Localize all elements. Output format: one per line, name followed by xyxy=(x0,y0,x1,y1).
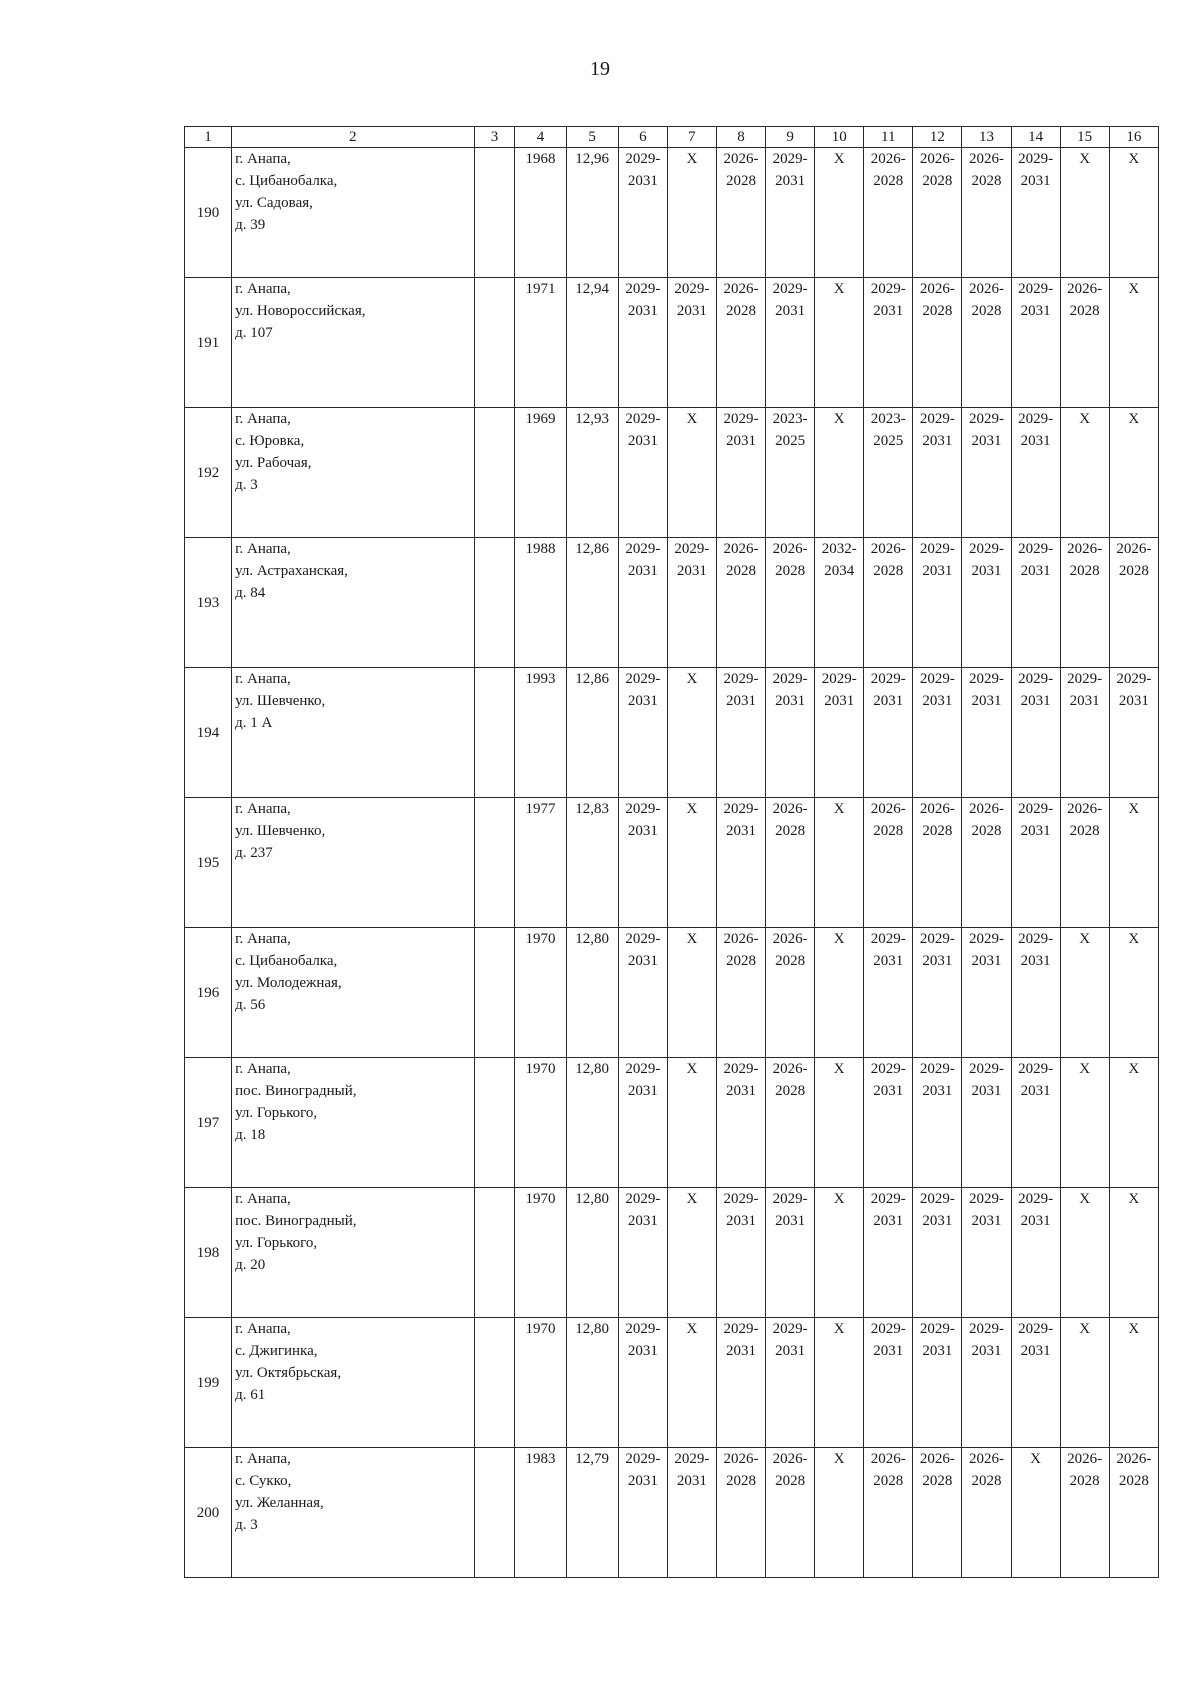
address-cell xyxy=(232,1448,474,1578)
address-line: пос. Виноградный, xyxy=(235,1083,357,1099)
period-cell-col-12: 2029- 2031 xyxy=(913,538,962,668)
year-cell: 1977 xyxy=(515,798,566,928)
period-cell-col-12: 2029- 2031 xyxy=(913,1058,962,1188)
period-cell-col-12: 2029- 2031 xyxy=(913,1188,962,1318)
address-line: д. 3 xyxy=(235,477,258,493)
address-cell xyxy=(232,1188,474,1318)
period-cell-col-9: 2026- 2028 xyxy=(766,538,815,668)
period-cell-col-8: 2026- 2028 xyxy=(716,1448,765,1578)
period-cell-col-8: 2026- 2028 xyxy=(716,148,765,278)
address-cell xyxy=(232,668,474,798)
address-line: пос. Виноградный, xyxy=(235,1213,357,1229)
address-line: с. Джигинка, xyxy=(235,1343,318,1359)
period-cell-col-11: 2029- 2031 xyxy=(864,1058,913,1188)
value-cell: 12,96 xyxy=(566,148,618,278)
table-row xyxy=(185,278,1159,408)
period-cell-col-11: 2026- 2028 xyxy=(864,538,913,668)
period-cell-col-11: 2029- 2031 xyxy=(864,278,913,408)
address-line: д. 39 xyxy=(235,217,266,233)
table-row xyxy=(185,1318,1159,1448)
period-cell-col-6: 2029- 2031 xyxy=(618,408,667,538)
period-cell-col-10: X xyxy=(815,278,864,408)
period-cell-col-16: X xyxy=(1109,928,1158,1058)
column-3-cell xyxy=(474,1448,515,1578)
address-line: д. 107 xyxy=(235,325,273,341)
period-cell-col-12: 2026- 2028 xyxy=(913,148,962,278)
address-line: д. 3 xyxy=(235,1517,258,1533)
page-number: 19 xyxy=(590,58,610,80)
period-cell-col-13: 2026- 2028 xyxy=(962,1448,1011,1578)
period-cell-col-6: 2029- 2031 xyxy=(618,148,667,278)
table-row xyxy=(185,928,1159,1058)
period-cell-col-6: 2029- 2031 xyxy=(618,668,667,798)
column-3-cell xyxy=(474,148,515,278)
period-cell-col-16: X xyxy=(1109,148,1158,278)
column-header-4: 4 xyxy=(515,127,566,148)
period-cell-col-13: 2029- 2031 xyxy=(962,1058,1011,1188)
period-cell-col-8: 2026- 2028 xyxy=(716,278,765,408)
period-cell-col-6: 2029- 2031 xyxy=(618,928,667,1058)
period-cell-col-14: 2029- 2031 xyxy=(1011,1058,1060,1188)
column-header-14: 14 xyxy=(1011,127,1060,148)
period-cell-col-15: 2026- 2028 xyxy=(1060,1448,1109,1578)
table-row xyxy=(185,1448,1159,1578)
address-line: г. Анапа, xyxy=(235,1321,291,1337)
period-cell-col-13: 2029- 2031 xyxy=(962,1318,1011,1448)
period-cell-col-10: X xyxy=(815,1318,864,1448)
address-line: ул. Октябрьская, xyxy=(235,1365,342,1381)
period-cell-col-14: 2029- 2031 xyxy=(1011,538,1060,668)
address-line: г. Анапа, xyxy=(235,1191,291,1207)
value-cell: 12,80 xyxy=(566,1188,618,1318)
period-cell-col-15: X xyxy=(1060,408,1109,538)
period-cell-col-14: 2029- 2031 xyxy=(1011,668,1060,798)
period-cell-col-11: 2026- 2028 xyxy=(864,798,913,928)
period-cell-col-6: 2029- 2031 xyxy=(618,1448,667,1578)
housing-repair-schedule-table xyxy=(184,126,1159,1578)
period-cell-col-7: 2029- 2031 xyxy=(667,278,716,408)
row-number: 200 xyxy=(185,1448,232,1578)
period-cell-col-7: X xyxy=(667,1058,716,1188)
period-cell-col-9: 2026- 2028 xyxy=(766,928,815,1058)
period-cell-col-9: 2029- 2031 xyxy=(766,668,815,798)
address-line: д. 18 xyxy=(235,1127,266,1143)
address-line: г. Анапа, xyxy=(235,671,291,687)
column-header-3: 3 xyxy=(474,127,515,148)
column-header-11: 11 xyxy=(864,127,913,148)
period-cell-col-15: 2026- 2028 xyxy=(1060,538,1109,668)
period-cell-col-11: 2026- 2028 xyxy=(864,1448,913,1578)
address-cell xyxy=(232,1058,474,1188)
period-cell-col-9: 2029- 2031 xyxy=(766,148,815,278)
period-cell-col-11: 2029- 2031 xyxy=(864,1188,913,1318)
year-cell: 1968 xyxy=(515,148,566,278)
period-cell-col-6: 2029- 2031 xyxy=(618,1188,667,1318)
column-header-9: 9 xyxy=(766,127,815,148)
address-line: г. Анапа, xyxy=(235,281,291,297)
column-header-8: 8 xyxy=(716,127,765,148)
period-cell-col-15: X xyxy=(1060,1188,1109,1318)
period-cell-col-13: 2029- 2031 xyxy=(962,408,1011,538)
period-cell-col-11: 2023- 2025 xyxy=(864,408,913,538)
period-cell-col-10: X xyxy=(815,408,864,538)
period-cell-col-8: 2029- 2031 xyxy=(716,798,765,928)
row-number: 197 xyxy=(185,1058,232,1188)
period-cell-col-7: 2029- 2031 xyxy=(667,538,716,668)
year-cell: 1970 xyxy=(515,1318,566,1448)
column-3-cell xyxy=(474,668,515,798)
address-line: ул. Шевченко, xyxy=(235,693,326,709)
table-row xyxy=(185,538,1159,668)
address-line: ул. Горького, xyxy=(235,1235,318,1251)
row-number: 194 xyxy=(185,668,232,798)
period-cell-col-7: X xyxy=(667,408,716,538)
period-cell-col-12: 2029- 2031 xyxy=(913,1318,962,1448)
column-header-16: 16 xyxy=(1109,127,1158,148)
column-number-row xyxy=(185,127,1159,148)
table-row xyxy=(185,1058,1159,1188)
column-header-6: 6 xyxy=(618,127,667,148)
period-cell-col-11: 2029- 2031 xyxy=(864,928,913,1058)
period-cell-col-16: X xyxy=(1109,278,1158,408)
period-cell-col-6: 2029- 2031 xyxy=(618,278,667,408)
period-cell-col-10: 2032- 2034 xyxy=(815,538,864,668)
address-line: г. Анапа, xyxy=(235,931,291,947)
table-row xyxy=(185,148,1159,278)
period-cell-col-7: X xyxy=(667,1318,716,1448)
period-cell-col-13: 2029- 2031 xyxy=(962,538,1011,668)
period-cell-col-8: 2029- 2031 xyxy=(716,1318,765,1448)
period-cell-col-12: 2026- 2028 xyxy=(913,1448,962,1578)
period-cell-col-12: 2029- 2031 xyxy=(913,408,962,538)
address-line: ул. Астраханская, xyxy=(235,563,348,579)
address-line: д. 20 xyxy=(235,1257,266,1273)
value-cell: 12,86 xyxy=(566,538,618,668)
period-cell-col-9: 2029- 2031 xyxy=(766,1318,815,1448)
period-cell-col-14: 2029- 2031 xyxy=(1011,408,1060,538)
column-header-15: 15 xyxy=(1060,127,1109,148)
value-cell: 12,86 xyxy=(566,668,618,798)
period-cell-col-11: 2026- 2028 xyxy=(864,148,913,278)
period-cell-col-15: 2026- 2028 xyxy=(1060,278,1109,408)
period-cell-col-8: 2026- 2028 xyxy=(716,538,765,668)
period-cell-col-14: X xyxy=(1011,1448,1060,1578)
period-cell-col-13: 2029- 2031 xyxy=(962,668,1011,798)
year-cell: 1970 xyxy=(515,1058,566,1188)
address-cell xyxy=(232,538,474,668)
period-cell-col-15: 2029- 2031 xyxy=(1060,668,1109,798)
period-cell-col-16: X xyxy=(1109,408,1158,538)
row-number: 191 xyxy=(185,278,232,408)
period-cell-col-9: 2026- 2028 xyxy=(766,1448,815,1578)
row-number: 193 xyxy=(185,538,232,668)
column-header-10: 10 xyxy=(815,127,864,148)
column-3-cell xyxy=(474,798,515,928)
address-line: ул. Желанная, xyxy=(235,1495,324,1511)
address-line: с. Юровка, xyxy=(235,433,305,449)
address-line: ул. Садовая, xyxy=(235,195,313,211)
row-number: 190 xyxy=(185,148,232,278)
column-3-cell xyxy=(474,1188,515,1318)
address-cell xyxy=(232,408,474,538)
period-cell-col-8: 2029- 2031 xyxy=(716,1188,765,1318)
address-line: с. Сукко, xyxy=(235,1473,292,1489)
table-row xyxy=(185,408,1159,538)
period-cell-col-7: X xyxy=(667,148,716,278)
column-3-cell xyxy=(474,408,515,538)
period-cell-col-11: 2029- 2031 xyxy=(864,668,913,798)
period-cell-col-15: X xyxy=(1060,1318,1109,1448)
row-number: 195 xyxy=(185,798,232,928)
period-cell-col-10: X xyxy=(815,928,864,1058)
period-cell-col-13: 2029- 2031 xyxy=(962,1188,1011,1318)
period-cell-col-10: X xyxy=(815,1058,864,1188)
period-cell-col-8: 2029- 2031 xyxy=(716,1058,765,1188)
period-cell-col-14: 2029- 2031 xyxy=(1011,798,1060,928)
period-cell-col-15: X xyxy=(1060,1058,1109,1188)
year-cell: 1988 xyxy=(515,538,566,668)
address-line: д. 61 xyxy=(235,1387,266,1403)
period-cell-col-6: 2029- 2031 xyxy=(618,538,667,668)
address-line: г. Анапа, xyxy=(235,541,291,557)
period-cell-col-12: 2029- 2031 xyxy=(913,668,962,798)
column-3-cell xyxy=(474,1318,515,1448)
value-cell: 12,94 xyxy=(566,278,618,408)
period-cell-col-7: 2029- 2031 xyxy=(667,1448,716,1578)
period-cell-col-14: 2029- 2031 xyxy=(1011,1318,1060,1448)
address-line: г. Анапа, xyxy=(235,151,291,167)
period-cell-col-10: 2029- 2031 xyxy=(815,668,864,798)
column-3-cell xyxy=(474,538,515,668)
year-cell: 1970 xyxy=(515,1188,566,1318)
address-cell xyxy=(232,798,474,928)
period-cell-col-7: X xyxy=(667,1188,716,1318)
period-cell-col-16: 2029- 2031 xyxy=(1109,668,1158,798)
period-cell-col-15: X xyxy=(1060,148,1109,278)
column-header-5: 5 xyxy=(566,127,618,148)
column-header-7: 7 xyxy=(667,127,716,148)
period-cell-col-16: X xyxy=(1109,1188,1158,1318)
row-number: 199 xyxy=(185,1318,232,1448)
column-header-2: 2 xyxy=(232,127,474,148)
year-cell: 1971 xyxy=(515,278,566,408)
table-body xyxy=(185,148,1159,1578)
period-cell-col-16: X xyxy=(1109,1058,1158,1188)
column-header-12: 12 xyxy=(913,127,962,148)
address-cell xyxy=(232,148,474,278)
value-cell: 12,79 xyxy=(566,1448,618,1578)
period-cell-col-14: 2029- 2031 xyxy=(1011,928,1060,1058)
address-line: г. Анапа, xyxy=(235,1451,291,1467)
period-cell-col-10: X xyxy=(815,1188,864,1318)
period-cell-col-14: 2029- 2031 xyxy=(1011,148,1060,278)
period-cell-col-8: 2029- 2031 xyxy=(716,668,765,798)
year-cell: 1993 xyxy=(515,668,566,798)
row-number: 198 xyxy=(185,1188,232,1318)
period-cell-col-8: 2029- 2031 xyxy=(716,408,765,538)
period-cell-col-13: 2026- 2028 xyxy=(962,148,1011,278)
period-cell-col-16: 2026- 2028 xyxy=(1109,1448,1158,1578)
row-number: 192 xyxy=(185,408,232,538)
table-row xyxy=(185,798,1159,928)
period-cell-col-13: 2026- 2028 xyxy=(962,798,1011,928)
period-cell-col-7: X xyxy=(667,928,716,1058)
address-line: с. Цибанобалка, xyxy=(235,173,338,189)
address-cell xyxy=(232,1318,474,1448)
period-cell-col-16: X xyxy=(1109,798,1158,928)
period-cell-col-9: 2026- 2028 xyxy=(766,1058,815,1188)
address-line: д. 1 А xyxy=(235,715,273,731)
column-3-cell xyxy=(474,278,515,408)
year-cell: 1970 xyxy=(515,928,566,1058)
period-cell-col-15: 2026- 2028 xyxy=(1060,798,1109,928)
address-line: с. Цибанобалка, xyxy=(235,953,338,969)
period-cell-col-15: X xyxy=(1060,928,1109,1058)
column-3-cell xyxy=(474,928,515,1058)
period-cell-col-7: X xyxy=(667,668,716,798)
period-cell-col-10: X xyxy=(815,1448,864,1578)
column-3-cell xyxy=(474,1058,515,1188)
period-cell-col-16: X xyxy=(1109,1318,1158,1448)
period-cell-col-10: X xyxy=(815,798,864,928)
year-cell: 1983 xyxy=(515,1448,566,1578)
period-cell-col-12: 2026- 2028 xyxy=(913,278,962,408)
address-line: г. Анапа, xyxy=(235,411,291,427)
period-cell-col-8: 2026- 2028 xyxy=(716,928,765,1058)
period-cell-col-14: 2029- 2031 xyxy=(1011,1188,1060,1318)
address-line: г. Анапа, xyxy=(235,801,291,817)
period-cell-col-9: 2029- 2031 xyxy=(766,278,815,408)
period-cell-col-9: 2026- 2028 xyxy=(766,798,815,928)
value-cell: 12,83 xyxy=(566,798,618,928)
period-cell-col-9: 2029- 2031 xyxy=(766,1188,815,1318)
column-header-13: 13 xyxy=(962,127,1011,148)
period-cell-col-14: 2029- 2031 xyxy=(1011,278,1060,408)
table-row xyxy=(185,668,1159,798)
value-cell: 12,80 xyxy=(566,1058,618,1188)
address-line: г. Анапа, xyxy=(235,1061,291,1077)
value-cell: 12,80 xyxy=(566,928,618,1058)
address-line: д. 84 xyxy=(235,585,266,601)
address-line: ул. Новороссийская, xyxy=(235,303,366,319)
period-cell-col-6: 2029- 2031 xyxy=(618,1058,667,1188)
address-line: ул. Шевченко, xyxy=(235,823,326,839)
address-line: ул. Горького, xyxy=(235,1105,318,1121)
period-cell-col-13: 2026- 2028 xyxy=(962,278,1011,408)
address-cell xyxy=(232,278,474,408)
period-cell-col-6: 2029- 2031 xyxy=(618,798,667,928)
value-cell: 12,93 xyxy=(566,408,618,538)
period-cell-col-13: 2029- 2031 xyxy=(962,928,1011,1058)
address-line: ул. Молодежная, xyxy=(235,975,342,991)
period-cell-col-12: 2029- 2031 xyxy=(913,928,962,1058)
period-cell-col-12: 2026- 2028 xyxy=(913,798,962,928)
period-cell-col-6: 2029- 2031 xyxy=(618,1318,667,1448)
period-cell-col-11: 2029- 2031 xyxy=(864,1318,913,1448)
table-row xyxy=(185,1188,1159,1318)
year-cell: 1969 xyxy=(515,408,566,538)
period-cell-col-16: 2026- 2028 xyxy=(1109,538,1158,668)
period-cell-col-7: X xyxy=(667,798,716,928)
table-header xyxy=(185,127,1159,148)
address-line: ул. Рабочая, xyxy=(235,455,312,471)
value-cell: 12,80 xyxy=(566,1318,618,1448)
address-line: д. 237 xyxy=(235,845,273,861)
row-number: 196 xyxy=(185,928,232,1058)
address-cell xyxy=(232,928,474,1058)
address-line: д. 56 xyxy=(235,997,266,1013)
period-cell-col-10: X xyxy=(815,148,864,278)
column-header-1: 1 xyxy=(185,127,232,148)
period-cell-col-9: 2023- 2025 xyxy=(766,408,815,538)
